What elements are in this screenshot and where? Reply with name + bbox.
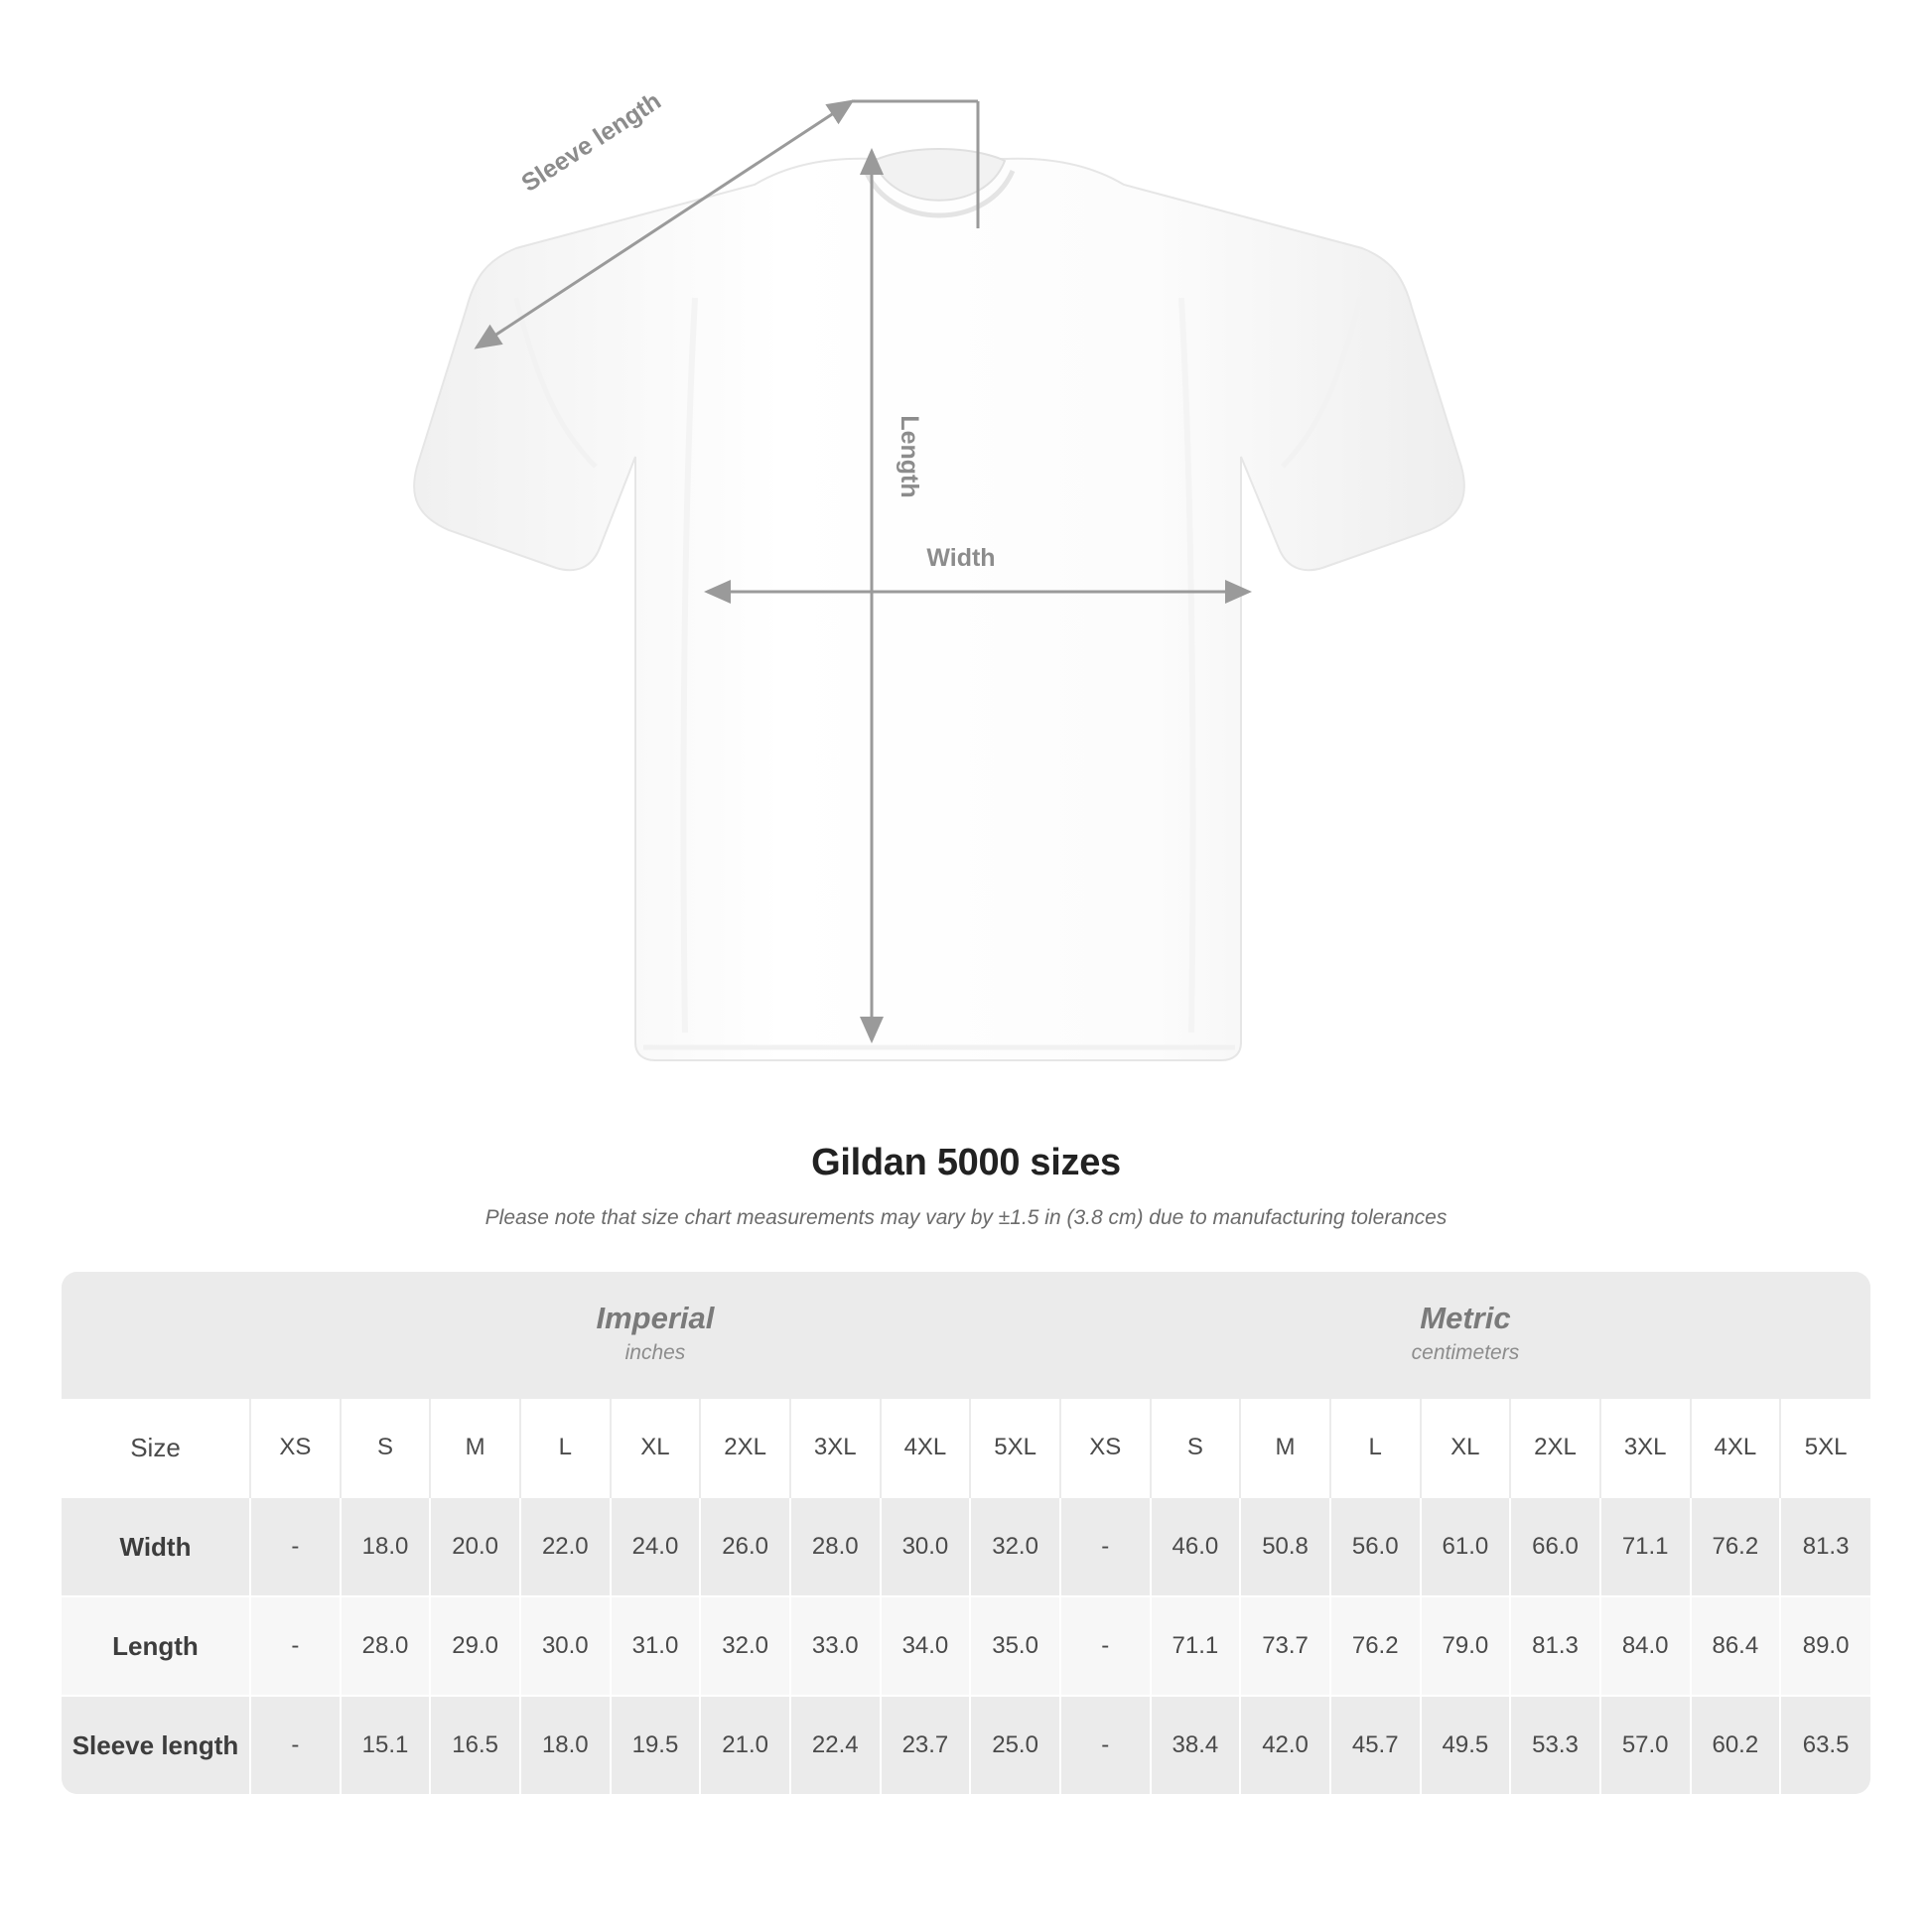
size-table-container <box>62 1272 1870 1794</box>
width-imperial-xs: - <box>250 1497 341 1596</box>
sleeve-metric-3xl: 57.0 <box>1600 1696 1691 1794</box>
sleeve-imperial-xs: - <box>250 1696 341 1794</box>
header-metric-3xl: 3XL <box>1600 1399 1691 1497</box>
size-header-row <box>62 1399 1870 1497</box>
header-size: Size <box>62 1399 250 1497</box>
length-imperial-xs: - <box>250 1596 341 1696</box>
length-metric-xl: 79.0 <box>1421 1596 1511 1696</box>
width-imperial-5xl: 32.0 <box>970 1497 1060 1596</box>
row-label-length: Length <box>62 1596 250 1696</box>
width-metric-4xl: 76.2 <box>1691 1497 1781 1596</box>
sleeve-metric-l: 45.7 <box>1330 1696 1421 1794</box>
width-imperial-3xl: 28.0 <box>790 1497 881 1596</box>
width-metric-2xl: 66.0 <box>1510 1497 1600 1596</box>
header-metric-5xl: 5XL <box>1780 1399 1870 1497</box>
length-imperial-2xl: 32.0 <box>700 1596 790 1696</box>
tolerance-note: Please note that size chart measurements may vary by ±1.5 in (3.8 cm) due to manufacturing tolerances <box>484 1206 1448 1229</box>
length-imperial-l: 30.0 <box>520 1596 611 1696</box>
size-table <box>62 1272 1870 1794</box>
sleeve-metric-xl: 49.5 <box>1421 1696 1511 1794</box>
width-metric-l: 56.0 <box>1330 1497 1421 1596</box>
header-imperial-xs: XS <box>250 1399 341 1497</box>
sleeve-metric-xs: - <box>1060 1696 1151 1794</box>
unit-metric-name: Metric <box>1420 1301 1511 1336</box>
header-imperial-3xl: 3XL <box>790 1399 881 1497</box>
length-metric-3xl: 84.0 <box>1600 1596 1691 1696</box>
header-metric-xl: XL <box>1421 1399 1511 1497</box>
length-imperial-xl: 31.0 <box>611 1596 701 1696</box>
length-metric-m: 73.7 <box>1240 1596 1330 1696</box>
length-metric-l: 76.2 <box>1330 1596 1421 1696</box>
header-imperial-m: M <box>430 1399 520 1497</box>
length-metric-4xl: 86.4 <box>1691 1596 1781 1696</box>
width-metric-3xl: 71.1 <box>1600 1497 1691 1596</box>
width-imperial-m: 20.0 <box>430 1497 520 1596</box>
length-metric-s: 71.1 <box>1151 1596 1241 1696</box>
width-metric-s: 46.0 <box>1151 1497 1241 1596</box>
sleeve-imperial-s: 15.1 <box>341 1696 431 1794</box>
length-imperial-3xl: 33.0 <box>790 1596 881 1696</box>
header-metric-2xl: 2XL <box>1510 1399 1600 1497</box>
width-metric-m: 50.8 <box>1240 1497 1330 1596</box>
header-metric-s: S <box>1151 1399 1241 1497</box>
header-metric-4xl: 4XL <box>1691 1399 1781 1497</box>
width-metric-5xl: 81.3 <box>1780 1497 1870 1596</box>
sleeve-metric-m: 42.0 <box>1240 1696 1330 1794</box>
row-label-sleeve-length: Sleeve length <box>62 1696 250 1794</box>
table-row-sleeve-length <box>62 1696 1870 1794</box>
header-metric-xs: XS <box>1060 1399 1151 1497</box>
table-row-width <box>62 1497 1870 1596</box>
header-imperial-s: S <box>341 1399 431 1497</box>
width-imperial-s: 18.0 <box>341 1497 431 1596</box>
sleeve-metric-4xl: 60.2 <box>1691 1696 1781 1794</box>
width-imperial-l: 22.0 <box>520 1497 611 1596</box>
sleeve-metric-5xl: 63.5 <box>1780 1696 1870 1794</box>
length-imperial-4xl: 34.0 <box>881 1596 971 1696</box>
width-metric-xs: - <box>1060 1497 1151 1596</box>
length-imperial-5xl: 35.0 <box>970 1596 1060 1696</box>
unit-header-row <box>62 1272 1870 1399</box>
width-imperial-4xl: 30.0 <box>881 1497 971 1596</box>
width-imperial-xl: 24.0 <box>611 1497 701 1596</box>
sleeve-imperial-m: 16.5 <box>430 1696 520 1794</box>
sleeve-metric-s: 38.4 <box>1151 1696 1241 1794</box>
sleeve-imperial-xl: 19.5 <box>611 1696 701 1794</box>
unit-metric-sub: centimeters <box>1411 1341 1520 1365</box>
width-label: Width <box>926 544 996 572</box>
unit-imperial <box>250 1272 1060 1399</box>
sleeve-length-label: Sleeve length <box>516 86 666 198</box>
length-imperial-m: 29.0 <box>430 1596 520 1696</box>
width-imperial-2xl: 26.0 <box>700 1497 790 1596</box>
unit-metric <box>1060 1272 1870 1399</box>
row-label-width: Width <box>62 1497 250 1596</box>
header-imperial-4xl: 4XL <box>881 1399 971 1497</box>
header-imperial-5xl: 5XL <box>970 1399 1060 1497</box>
length-metric-5xl: 89.0 <box>1780 1596 1870 1696</box>
unit-imperial-sub: inches <box>624 1341 686 1365</box>
sleeve-imperial-5xl: 25.0 <box>970 1696 1060 1794</box>
sleeve-imperial-4xl: 23.7 <box>881 1696 971 1794</box>
header-metric-l: L <box>1330 1399 1421 1497</box>
length-imperial-s: 28.0 <box>341 1596 431 1696</box>
unit-imperial-name: Imperial <box>596 1301 715 1336</box>
sleeve-imperial-3xl: 22.4 <box>790 1696 881 1794</box>
unit-spacer <box>62 1272 250 1399</box>
header-metric-m: M <box>1240 1399 1330 1497</box>
sleeve-imperial-2xl: 21.0 <box>700 1696 790 1794</box>
header-imperial-2xl: 2XL <box>700 1399 790 1497</box>
width-metric-xl: 61.0 <box>1421 1497 1511 1596</box>
header-imperial-l: L <box>520 1399 611 1497</box>
page-title: Gildan 5000 sizes <box>811 1142 1121 1183</box>
sleeve-imperial-l: 18.0 <box>520 1696 611 1794</box>
length-label: Length <box>896 415 923 498</box>
header-imperial-xl: XL <box>611 1399 701 1497</box>
sleeve-metric-2xl: 53.3 <box>1510 1696 1600 1794</box>
length-metric-2xl: 81.3 <box>1510 1596 1600 1696</box>
length-metric-xs: - <box>1060 1596 1151 1696</box>
table-row-length <box>62 1596 1870 1696</box>
